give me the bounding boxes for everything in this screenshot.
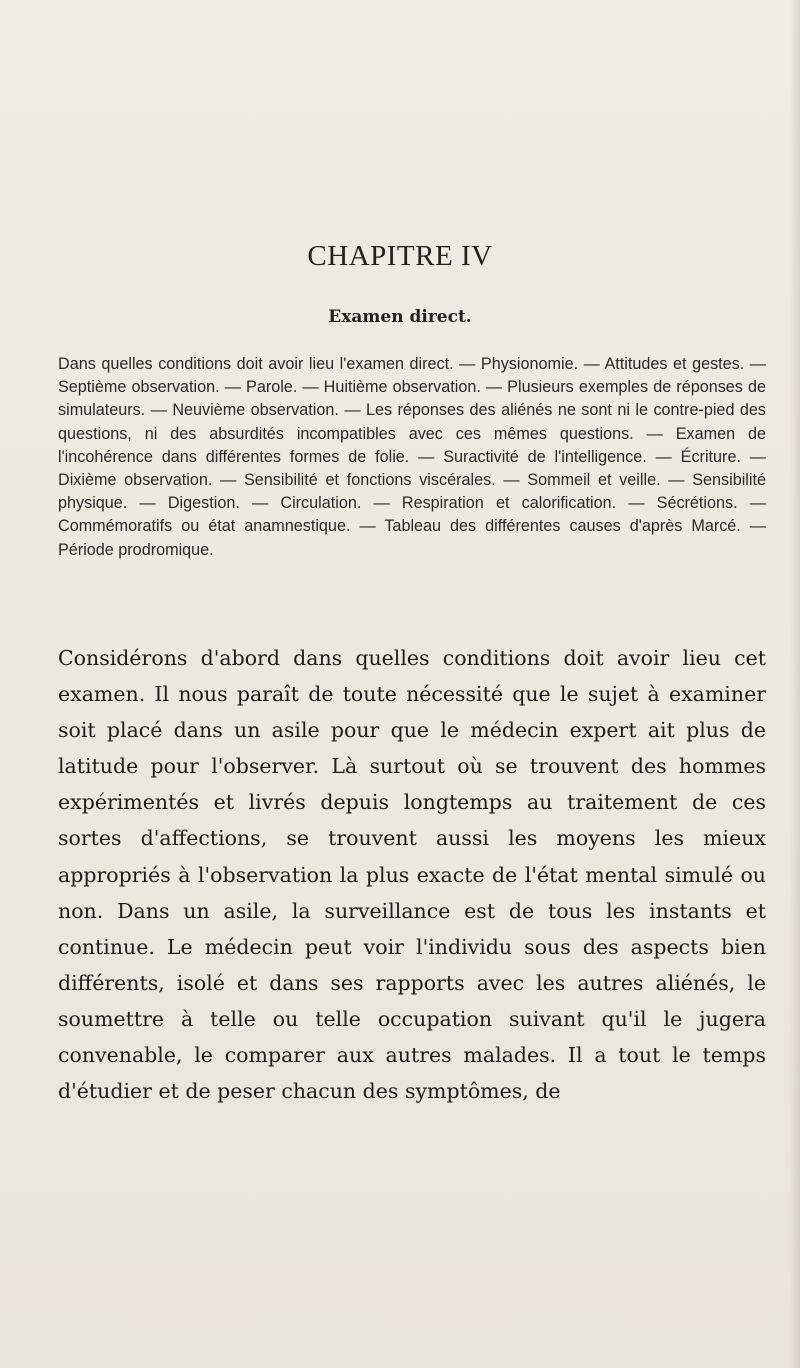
section-heading: Examen direct. [328,307,472,327]
chapter-heading: CHAPITRE IV [307,240,493,272]
chapter-summary: Dans quelles conditions doit avoir lieu l'examen direct. — Physionomie. — Attitudes et gestes. — Septième observation. — Parole. — Huitième observation. — Plusieurs exemples de réponses de simulateurs. — Neuvième observation. — Les réponses des aliénés ne sont ni le contre-pied des questions, ni des absurdités incompatibles avec ces mêmes questions. — Examen de l'incohérence dans différentes formes de folie. — Suractivité de l'intelligence. — Écriture. — Dixième observation. — Sensibilité et fonctions viscérales. — Sommeil et veille. — Sensibilité physique. — Digestion. — Circulation. — Respiration et calorification. — Sécrétions. — Commémoratifs ou état anamnestique. — Tableau des différentes causes d'après Marcé. — Période prodromique. [58,355,766,559]
body-paragraph: Considérons d'abord dans quelles conditions doit avoir lieu cet examen. Il nous paraît de toute nécessité que le sujet à examiner soit placé dans un asile pour que le médecin expert ait plus de latitude pour l'observer. Là surtout où se trouvent des hommes expérimentés et livrés depuis longtemps au traitement de ces sortes d'affections, se trouvent aussi les moyens les mieux appropriés à l'observation la plus exacte de l'état mental simulé ou non. Dans un asile, la surveillance est de tous les instants et continue. Le médecin peut voir l'individu sous des aspects bien différents, isolé et dans ses rapports avec les autres aliénés, le soumettre à telle ou telle occupation suivant qu'il le jugera convenable, le comparer aux autres malades. Il a tout le temps d'étudier et de peser chacun des symptômes, de [58,646,766,1104]
page-edge-shadow [790,0,800,1368]
